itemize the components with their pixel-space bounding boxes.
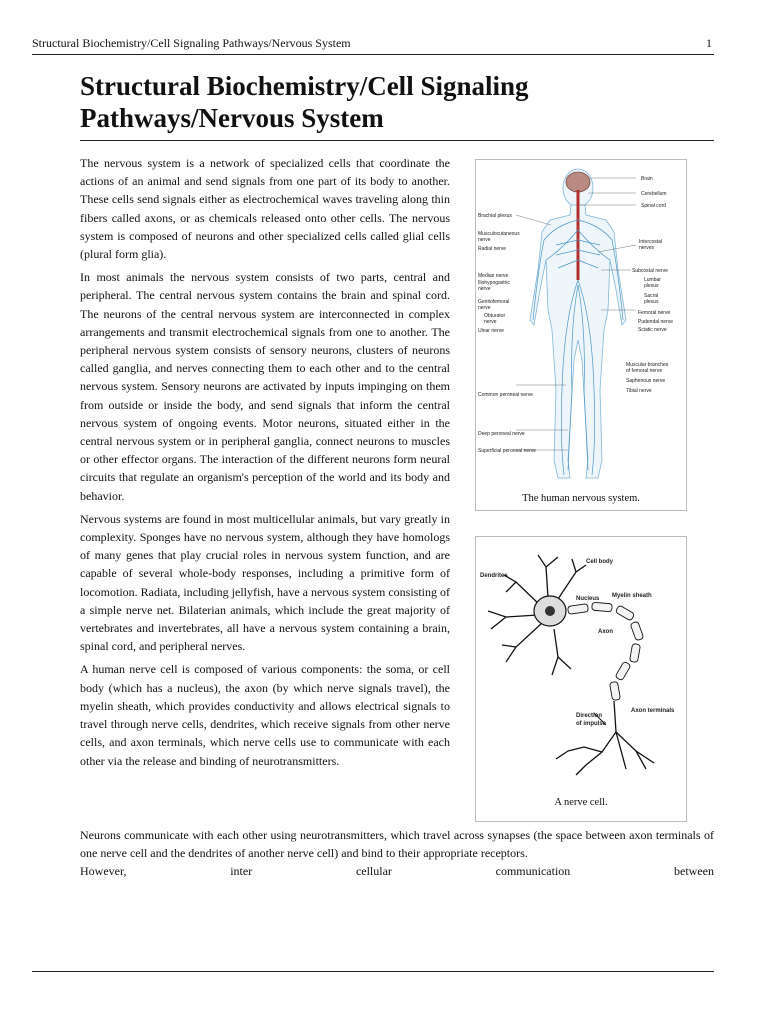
label-obturator: Obturator [484, 313, 506, 319]
label-of-impulse: of impulse [576, 721, 607, 727]
label-musculocutaneous: Musculocutaneous [478, 231, 520, 237]
label-musculocutaneous-nerve: nerve [478, 237, 491, 243]
label-brain: Brain [641, 176, 653, 182]
paragraph-neurotransmitters: Neurons communicate with each other using neurotransmitters, which travel across synapses (the space between axon terminals of one nerve cell and the dendrites of another nerve cell) and bind to their appropriate receptors. [80, 828, 714, 861]
paragraph-central-peripheral: In most animals the nervous system consists of two parts, central and peripheral. The central nervous system contains the brain and spinal cord. The neurons of the central nervous system are interconnected in complex arrangements and transmit electrochemical signals from one to another. The peripheral nervous system consists of sensory neurons, clusters of neurons called ganglia, and nerves connecting them to each other and to the central nervous system. Sensory neurons are activated by inputs impinging on them from outside or inside the body, and send signals that inform the central nervous system of ongoing events. Motor neurons, situated either in the central nervous system or in peripheral ganglia, connect neurons to muscles or other effector organs. The interaction of the different neurons form neural circuits that regulate an organism's perception of the world and its body and behavior. [80, 270, 450, 503]
full-width-text [80, 826, 714, 881]
label-lumbar-plexus: plexus [644, 283, 659, 289]
label-nucleus: Nucleus [576, 596, 600, 602]
label-ulnar: Ulnar nerve [478, 328, 504, 334]
title-line-2: Pathways/Nervous System [80, 103, 384, 133]
label-axon: Axon [598, 629, 613, 635]
nerve-cell-illustration [476, 537, 686, 792]
label-deep-peroneal: Deep peroneal nerve [478, 431, 525, 437]
label-lumbar: Lumbar [644, 277, 661, 283]
label-spinal-cord: Spinal cord [641, 203, 667, 209]
label-sciatic: Sciatic nerve [638, 327, 667, 333]
label-muscular-femoral: of femoral nerve [626, 368, 663, 374]
label-intercostal: Intercostal [639, 239, 663, 245]
label-median: Median nerve [478, 273, 509, 279]
label-axon-terminals: Axon terminals [631, 708, 675, 714]
label-muscular-branches: Muscular branches [626, 362, 669, 368]
paragraph-intro: The nervous system is a network of specialized cells that coordinate the actions of an animal and send signals from one part of its body to another. These cells send signals either as electrochemical waves traveling along thin fibers called axons, or as chemicals released onto other cells. The nervous system is composed of neurons and other specialized cells called glial cells (plural form glia). [80, 156, 450, 262]
brain-shape [566, 172, 590, 192]
label-radial: Radial nerve [478, 246, 507, 252]
label-direction: Direction [576, 713, 603, 719]
label-common-peroneal: Common peroneal nerve [478, 392, 534, 398]
footer-rule [32, 971, 714, 972]
page-title [80, 70, 714, 141]
label-iliohypogastric: Iliohypogastric [478, 280, 510, 286]
label-intercostal-nerves: nerves [639, 245, 655, 251]
label-pudendal: Pudendal nerve [638, 319, 674, 325]
label-brachial-plexus: Brachial plexus [478, 213, 512, 219]
label-tibial: Tibial nerve [626, 388, 652, 394]
title-line-1: Structural Biochemistry/Cell Signaling [80, 71, 529, 101]
label-subcostal: Subcostal nerve [632, 268, 668, 274]
label-cerebellum: Cerebellum [641, 191, 667, 197]
label-cell-body: Cell body [586, 559, 614, 565]
label-genitofemoral: Genitofemoral [478, 299, 510, 305]
label-sacral: Sacral [644, 293, 659, 299]
label-obturator-nerve: nerve [484, 319, 497, 325]
running-title: Structural Biochemistry/Cell Signaling Pathways/Nervous System [32, 36, 351, 50]
label-dendrites: Dendrites [480, 573, 508, 579]
figure2-caption: A nerve cell. [554, 797, 608, 808]
paragraph-multicellular: Nervous systems are found in most multicellular animals, but vary greatly in complexity. Sponges have no nervous system, although they have homologs of many genes that play crucial roles in nervous system function, and are capable of several whole-body responses, including a primitive form of locomotion. Radiata, including jellyfish, have a nervous system consisting of a simple nerve net. Bilaterian animals, which include the great majority of vertebrates and invertebrates, all have a nervous system containing a brain, spinal cord, and peripheral nerves. [80, 511, 450, 654]
figure1-caption: The human nervous system. [522, 493, 640, 504]
label-iliohypogastric-nerve: nerve [478, 286, 491, 292]
nervous-system-illustration [476, 160, 686, 490]
figure-nerve-cell [475, 536, 687, 822]
label-myelin-sheath: Myelin sheath [612, 593, 652, 599]
page-number: 1 [706, 36, 712, 50]
nucleus-shape [545, 606, 555, 616]
label-genitofemoral-nerve: nerve [478, 305, 491, 311]
paragraph-continuation: However, inter cellular communication between [80, 864, 714, 879]
label-sacral-plexus: plexus [644, 299, 659, 305]
label-femoral: Femoral nerve [638, 310, 671, 316]
figure-human-nervous-system [475, 159, 687, 511]
paragraph-nerve-cell: A human nerve cell is composed of various components: the soma, or cell body (which has a nucleus), the axon (by which nerve signals travel), the myelin sheath, which provides conductivity and allows electrical signals to travel through nerve cells, dendrites, which receive signals from other nerve cells, and axon terminals, which nerve cells use to communicate with each other via the release and binding of neurotransmitters. [80, 662, 450, 768]
label-saphenous: Saphenous nerve [626, 378, 666, 384]
myelin-segments [568, 602, 644, 700]
running-header [32, 34, 714, 55]
left-column-text [80, 154, 450, 775]
label-superficial-peroneal: Superficial peroneal nerve [478, 448, 537, 454]
